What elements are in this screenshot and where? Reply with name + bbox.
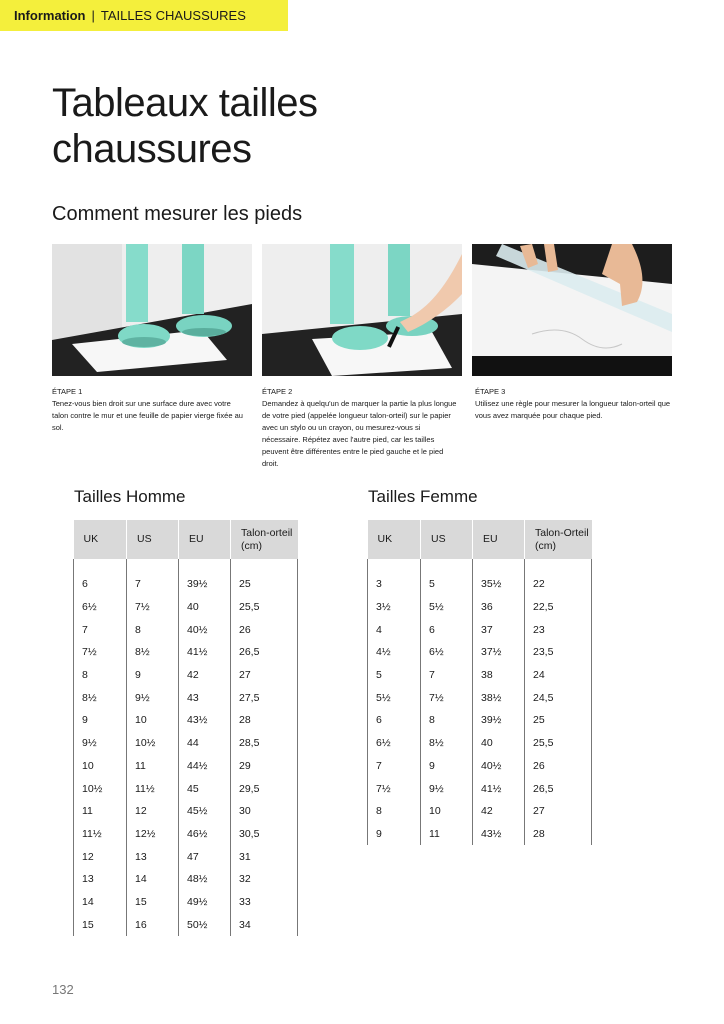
cell-us: 8½ [127, 641, 179, 664]
step-2-label: ÉTAPE 2 [262, 387, 293, 396]
cell-eu: 50½ [179, 913, 231, 936]
page-title: Tableaux tailles chaussures [52, 81, 318, 171]
table-row [368, 800, 592, 823]
cell-eu: 35½ [473, 573, 525, 596]
cell-cm: 23 [525, 618, 592, 641]
cell-uk: 12 [74, 845, 127, 868]
cell-cm: 31 [231, 845, 298, 868]
cell-cm: 26,5 [525, 777, 592, 800]
cell-us: 8½ [421, 732, 473, 755]
cell-uk: 3½ [368, 596, 421, 619]
cell-uk: 14 [74, 891, 127, 914]
cell-uk: 15 [74, 913, 127, 936]
cell-us: 10½ [127, 732, 179, 755]
step-3-label: ÉTAPE 3 [475, 387, 506, 396]
cell-cm: 32 [231, 868, 298, 891]
cell-us: 6½ [421, 641, 473, 664]
cell-eu: 43½ [473, 823, 525, 846]
spacer-cell [368, 559, 421, 573]
cell-us: 8 [421, 709, 473, 732]
table-row [74, 913, 298, 936]
table-row [74, 664, 298, 687]
col-header-us: US [127, 520, 179, 559]
col-header-cm: Talon-Orteil (cm) [525, 520, 592, 559]
cell-cm: 24 [525, 664, 592, 687]
table-row [74, 686, 298, 709]
table-row [368, 573, 592, 596]
cell-eu: 44½ [179, 755, 231, 778]
cell-eu: 37½ [473, 641, 525, 664]
cell-uk: 3 [368, 573, 421, 596]
spacer-cell [127, 559, 179, 573]
cell-cm: 25,5 [231, 596, 298, 619]
col-header-uk: UK [368, 520, 421, 559]
cell-cm: 28 [525, 823, 592, 846]
cell-cm: 33 [231, 891, 298, 914]
table-row [74, 777, 298, 800]
table-row [74, 891, 298, 914]
cell-cm: 26 [525, 755, 592, 778]
cell-eu: 39½ [473, 709, 525, 732]
cell-cm: 28,5 [231, 732, 298, 755]
homme-table-title: Tailles Homme [74, 487, 186, 506]
cell-us: 9½ [127, 686, 179, 709]
step-3-text: Utilisez une règle pour mesurer la longueur talon-orteil que vous avez marquée pour chaque pied. [475, 399, 671, 420]
cell-eu: 40 [179, 596, 231, 619]
cell-eu: 41½ [473, 777, 525, 800]
col-header-uk: UK [74, 520, 127, 559]
cell-cm: 29 [231, 755, 298, 778]
ruler-measure-photo [472, 244, 672, 376]
table-header-row [74, 520, 298, 559]
cell-us: 7 [421, 664, 473, 687]
cell-uk: 7 [74, 618, 127, 641]
cell-cm: 34 [231, 913, 298, 936]
cell-uk: 5 [368, 664, 421, 687]
cell-cm: 27 [525, 800, 592, 823]
cell-us: 5 [421, 573, 473, 596]
table-row [368, 596, 592, 619]
table-row [368, 641, 592, 664]
cell-uk: 7 [368, 755, 421, 778]
table-row [368, 823, 592, 846]
cell-us: 11½ [127, 777, 179, 800]
table-row [74, 755, 298, 778]
cell-eu: 42 [179, 664, 231, 687]
cell-cm: 22 [525, 573, 592, 596]
table-row [74, 868, 298, 891]
cell-eu: 40 [473, 732, 525, 755]
step-2 [262, 386, 458, 470]
spacer-cell [421, 559, 473, 573]
step-1 [52, 386, 248, 434]
spacer-cell [525, 559, 592, 573]
table-row [74, 618, 298, 641]
cell-us: 10 [421, 800, 473, 823]
table-row [74, 573, 298, 596]
cell-uk: 9 [74, 709, 127, 732]
cell-uk: 8 [74, 664, 127, 687]
cell-cm: 27 [231, 664, 298, 687]
spacer-cell [473, 559, 525, 573]
cell-eu: 40½ [473, 755, 525, 778]
cell-eu: 40½ [179, 618, 231, 641]
cell-us: 13 [127, 845, 179, 868]
cell-cm: 30 [231, 800, 298, 823]
step-1-text: Tenez-vous bien droit sur une surface dure avec votre talon contre le mur et une feuille de papier vierge fixée au sol. [52, 399, 243, 432]
cell-eu: 36 [473, 596, 525, 619]
table-row [368, 686, 592, 709]
cell-uk: 6½ [368, 732, 421, 755]
section-topic: TAILLES CHAUSSURES [100, 8, 246, 23]
spacer-cell [74, 559, 127, 573]
cell-us: 16 [127, 913, 179, 936]
cell-uk: 11 [74, 800, 127, 823]
section-tag [0, 0, 288, 31]
cell-uk: 4½ [368, 641, 421, 664]
table-row [74, 641, 298, 664]
cell-cm: 28 [231, 709, 298, 732]
cell-uk: 6½ [74, 596, 127, 619]
cell-us: 6 [421, 618, 473, 641]
cell-eu: 47 [179, 845, 231, 868]
homme-size-table [73, 520, 298, 936]
cell-eu: 48½ [179, 868, 231, 891]
cell-eu: 38 [473, 664, 525, 687]
cell-eu: 45½ [179, 800, 231, 823]
cell-uk: 10 [74, 755, 127, 778]
cell-us: 11 [127, 755, 179, 778]
cell-uk: 11½ [74, 823, 127, 846]
cell-eu: 39½ [179, 573, 231, 596]
cell-uk: 5½ [368, 686, 421, 709]
step-3 [475, 386, 671, 422]
table-row [74, 596, 298, 619]
cell-eu: 38½ [473, 686, 525, 709]
col-header-eu: EU [473, 520, 525, 559]
cell-us: 15 [127, 891, 179, 914]
table-row [74, 732, 298, 755]
cell-cm: 30,5 [231, 823, 298, 846]
cell-uk: 10½ [74, 777, 127, 800]
cell-us: 7½ [127, 596, 179, 619]
cell-cm: 22,5 [525, 596, 592, 619]
cell-uk: 8½ [74, 686, 127, 709]
table-header-row [368, 520, 592, 559]
cell-us: 9½ [421, 777, 473, 800]
cell-cm: 27,5 [231, 686, 298, 709]
table-row [74, 823, 298, 846]
cell-uk: 7½ [368, 777, 421, 800]
table-row [74, 709, 298, 732]
cell-uk: 4 [368, 618, 421, 641]
cell-us: 8 [127, 618, 179, 641]
spacer-cell [231, 559, 298, 573]
cell-eu: 43 [179, 686, 231, 709]
cell-us: 11 [421, 823, 473, 846]
table-spacer-row [74, 559, 298, 573]
marking-foot-photo [262, 244, 462, 376]
feet-on-paper-photo [52, 244, 252, 376]
cell-cm: 25 [525, 709, 592, 732]
table-row [368, 618, 592, 641]
cell-cm: 26 [231, 618, 298, 641]
cell-us: 7½ [421, 686, 473, 709]
cell-cm: 29,5 [231, 777, 298, 800]
cell-uk: 9½ [74, 732, 127, 755]
table-row [368, 755, 592, 778]
cell-eu: 44 [179, 732, 231, 755]
table-spacer-row [368, 559, 592, 573]
cell-cm: 25 [231, 573, 298, 596]
cell-us: 7 [127, 573, 179, 596]
table-row [368, 664, 592, 687]
spacer-cell [179, 559, 231, 573]
table-row [368, 732, 592, 755]
cell-cm: 26,5 [231, 641, 298, 664]
cell-cm: 23,5 [525, 641, 592, 664]
cell-us: 9 [421, 755, 473, 778]
cell-us: 14 [127, 868, 179, 891]
cell-uk: 13 [74, 868, 127, 891]
cell-us: 5½ [421, 596, 473, 619]
page-number: 132 [52, 982, 74, 997]
cell-uk: 9 [368, 823, 421, 846]
cell-cm: 24,5 [525, 686, 592, 709]
cell-uk: 8 [368, 800, 421, 823]
cell-us: 12½ [127, 823, 179, 846]
section-label: Information [14, 8, 86, 23]
cell-eu: 42 [473, 800, 525, 823]
col-header-eu: EU [179, 520, 231, 559]
table-row [74, 845, 298, 868]
table-row [368, 777, 592, 800]
cell-uk: 6 [368, 709, 421, 732]
cell-eu: 49½ [179, 891, 231, 914]
cell-us: 10 [127, 709, 179, 732]
cell-uk: 7½ [74, 641, 127, 664]
cell-eu: 37 [473, 618, 525, 641]
cell-us: 12 [127, 800, 179, 823]
step-1-label: ÉTAPE 1 [52, 387, 83, 396]
col-header-us: US [421, 520, 473, 559]
cell-us: 9 [127, 664, 179, 687]
cell-uk: 6 [74, 573, 127, 596]
step-2-text: Demandez à quelqu'un de marquer la partie la plus longue de votre pied (appelée longueur talon-orteil) sur le papier avec un stylo ou un crayon, ou mesurez-vous si nécessaire. Répétez avec l'autre pied, car les tailles peuvent être différentes entre le pied gauche et le pied droit. [262, 399, 457, 468]
section-separator: | [91, 8, 95, 23]
table-row [74, 800, 298, 823]
cell-eu: 45 [179, 777, 231, 800]
cell-cm: 25,5 [525, 732, 592, 755]
femme-size-table [367, 520, 592, 845]
cell-eu: 41½ [179, 641, 231, 664]
col-header-cm: Talon-orteil (cm) [231, 520, 298, 559]
page-subtitle: Comment mesurer les pieds [52, 203, 303, 225]
cell-eu: 43½ [179, 709, 231, 732]
table-row [368, 709, 592, 732]
femme-table-title: Tailles Femme [368, 487, 478, 506]
cell-eu: 46½ [179, 823, 231, 846]
